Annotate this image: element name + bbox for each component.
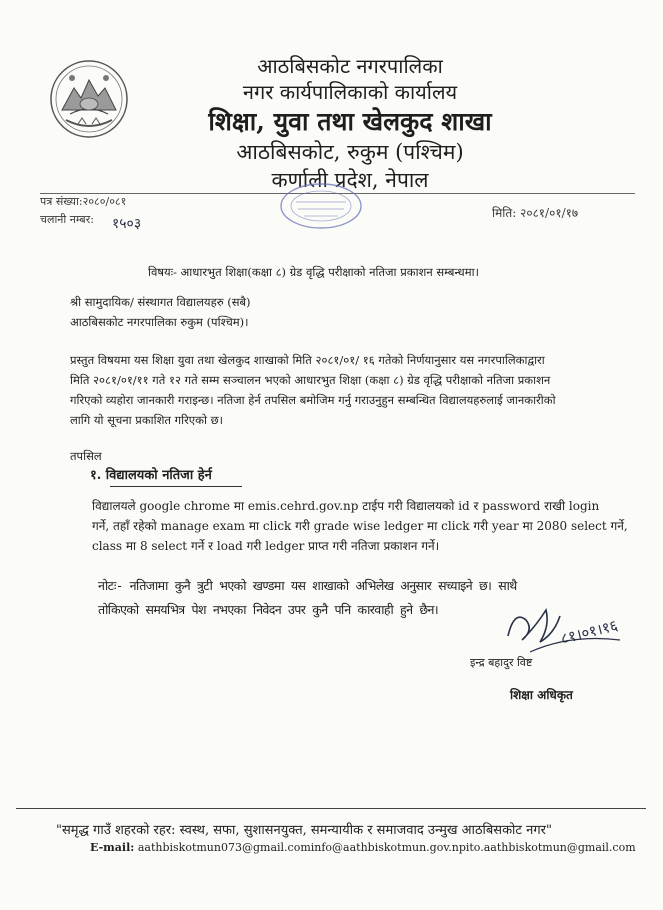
letterhead-municipality: आठबिसकोट नगरपालिका — [257, 54, 443, 78]
dispatch-number-handwritten: १५०३ — [112, 216, 142, 232]
office-stamp-icon — [278, 180, 364, 232]
dispatch-label: चलानी नम्बर: — [40, 213, 94, 226]
recipient-line-2: आठबिसकोट नगरपालिका रुकुम (पश्चिम)। — [70, 315, 249, 329]
recipient-line-1: श्री सामुदायिक/ संस्थागत विद्यालयहरु (सबै) — [70, 295, 251, 309]
letterhead-address: आठबिसकोट, रुकुम (पश्चिम) — [236, 140, 464, 164]
footer-slogan: "समृद्ध गाउँ शहरको रहर: स्वस्थ, सफा, सुशासनयुक्त, समन्यायीक र समाजवाद उन्मुख आठबिसकोट नगर" — [56, 823, 552, 838]
signatory-title: शिक्षा अधिकृत — [510, 688, 573, 702]
tapsil-line-2: गर्ने, तहाँ रहेको manage exam मा click गरी grade wise ledger मा click गरी year मा 2080 select गर्ने, — [92, 519, 628, 533]
body-line-1: प्रस्तुत विषयमा यस शिक्षा युवा तथा खेलकुद शाखाको मिति २०८१/०१/ १६ गतेको निर्णयानुसार यस नगरपालिकाद्वारा — [70, 353, 545, 367]
nepal-emblem-icon — [48, 58, 130, 140]
footer-email — [90, 841, 636, 854]
email-addresses: aathbiskotmun073@gmail.cominfo@aathbiskotmun.gov.npito.aathbiskotmun@gmail.com — [137, 841, 636, 854]
letter-number: पत्र संख्या:२०८०/०८१ — [40, 195, 127, 208]
letter-subject: विषयः- आधारभुत शिक्षा(कक्षा ८) ग्रेड वृद्धि परीक्षाको नतिजा प्रकाशन सम्बन्धमा। — [148, 265, 479, 279]
signatory-name: इन्द्र बहादुर विष्ट — [470, 656, 533, 669]
body-line-3: गरिएको व्यहोरा जानकारी गराइन्छ। नतिजा हेर्न तपसिल बमोजिम गर्नु गराउनुहुन सम्बन्धित विद्यालयहरुलाई जानकारीको — [70, 393, 556, 407]
tapsil-line-1: विद्यालयले google chrome मा emis.cehrd.gov.np टाईप गरी विद्यालयको id र password राखी login — [92, 499, 600, 513]
body-line-4: लागि यो सूचना प्रकाशित गरिएको छ। — [70, 413, 224, 427]
footer-divider — [16, 808, 646, 809]
tapsil-heading: १. विद्यालयको नतिजा हेर्न — [90, 468, 212, 483]
body-line-2: मिति २०८१/०१/११ गते १२ गते सम्म सञ्चालन भएको आधारभुत शिक्षा (कक्षा ८) ग्रेड वृद्धि परीक्षाको नतिजा प्रकाशन — [70, 373, 551, 387]
tapsil-label: तपसिल — [70, 449, 102, 463]
note-line-1: नोटः- नतिजामा कुनै त्रुटी भएको खण्डमा यस शाखाको अभिलेख अनुसार सच्याइने छ। साथै — [98, 578, 517, 593]
tapsil-heading-underline — [110, 486, 242, 487]
note-line-2: तोकिएको समयभित्र पेश नभएका निवेदन उपर कुनै पनि कारवाही हुने छैन। — [98, 602, 438, 617]
signature-date-handwritten: ८१।०१।१६ — [558, 616, 620, 648]
letter-date: मिति: २०८१/०१/१७ — [492, 206, 579, 220]
letterhead-office: नगर कार्यपालिकाको कार्यालय — [242, 80, 458, 104]
letterhead-province: कर्णाली प्रदेश, नेपाल — [271, 168, 429, 192]
email-label: E-mail: — [90, 841, 135, 854]
tapsil-line-3: class मा 8 select गर्ने र load गरी ledger प्राप्त गरी नतिजा प्रकाशन गर्ने। — [92, 539, 440, 553]
letterhead-section: शिक्षा, युवा तथा खेलकुद शाखा — [208, 107, 492, 136]
